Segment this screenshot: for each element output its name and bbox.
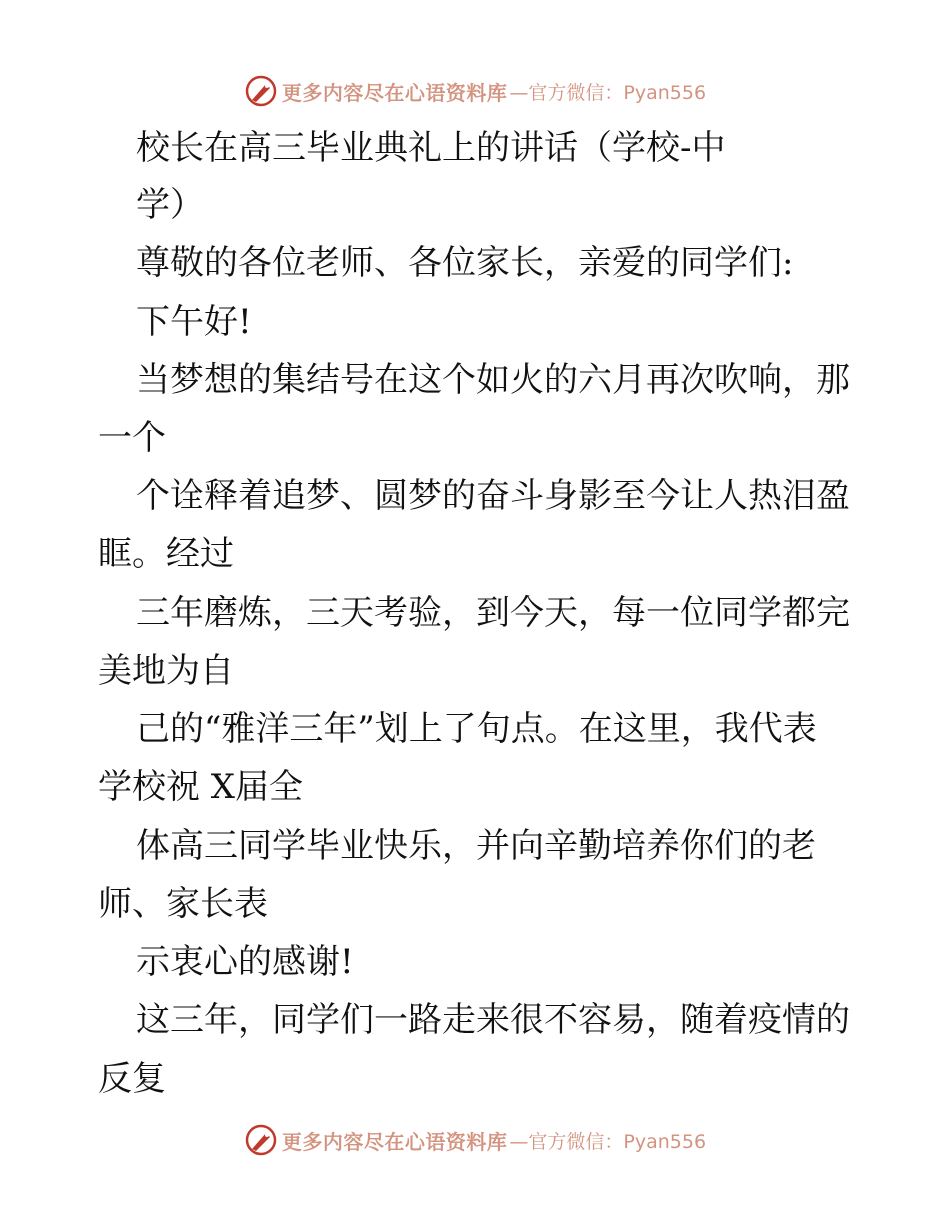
text-line: 师、家长表	[98, 884, 268, 924]
text-line: 尊敬的各位老师、各位家长，亲爱的同学们:	[136, 243, 794, 283]
pen-nib-circle-icon	[244, 1123, 278, 1157]
banner-main-text: 更多内容尽在心语资料库	[281, 80, 508, 105]
text-line: 当梦想的集结号在这个如火的六月再次吹响，那	[136, 360, 850, 400]
text-line: 这三年，同学们一路走来很不容易，随着疫情的	[136, 1000, 850, 1040]
text-line: 三年磨炼，三天考验，到今天，每一位同学都完	[136, 593, 850, 633]
document-title-line-2: 学）	[136, 185, 204, 225]
banner-sub-text: —官方微信：Pyan556	[509, 81, 707, 104]
text-line: 个诠释着追梦、圆梦的奋斗身影至今让人热泪盈	[136, 476, 850, 516]
text-line: 反复	[98, 1059, 166, 1099]
text-line: 眶。经过	[98, 534, 234, 574]
banner-main-text: 更多内容尽在心语资料库	[281, 1129, 508, 1154]
banner-sub-text: —官方微信：Pyan556	[509, 1130, 707, 1153]
text-line: 下午好!	[136, 302, 252, 342]
text-line: 美地为自	[98, 651, 234, 691]
document-title-line-1: 校长在高三毕业典礼上的讲话（学校-中	[136, 128, 726, 168]
text-line: 示衷心的感谢!	[136, 942, 354, 982]
text-line: 学校祝 X届全	[98, 767, 304, 807]
footer-banner	[0, 1120, 950, 1160]
text-line: 己的“雅洋三年”划上了句点。在这里，我代表	[136, 709, 817, 749]
text-line: 一个	[98, 418, 166, 458]
text-line: 体高三同学毕业快乐，并向辛勤培养你们的老	[136, 826, 816, 866]
